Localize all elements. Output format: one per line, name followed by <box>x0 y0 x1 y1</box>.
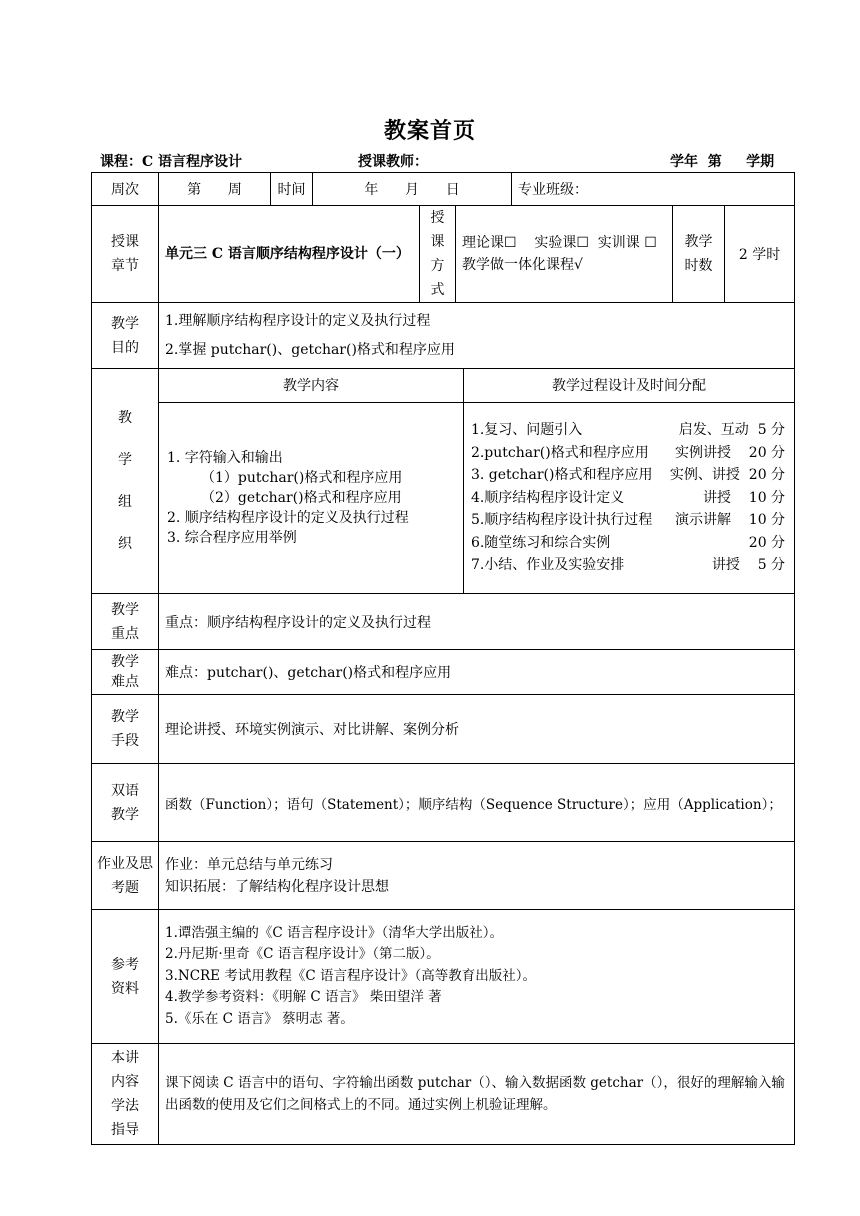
hours-label: 教学时数 <box>673 206 725 303</box>
means-row <box>92 695 795 764</box>
objective-item: 2.掌握 putchar()、getchar()格式和程序应用 <box>165 341 455 358</box>
process-item: 7.小结、作业及实验安排 讲授 5 分 <box>470 557 786 573</box>
process-item: 1.复习、问题引入 启发、互动 5 分 <box>470 422 786 438</box>
homework-label: 作业及思考题 <box>92 842 159 910</box>
content-header: 教学内容 <box>159 369 463 402</box>
process-header: 教学过程设计及时间分配 <box>463 369 794 402</box>
reference-item: 4.教学参考资料：《明解 C 语言》 柴田望洋 著 <box>165 989 442 1006</box>
process-list <box>463 402 794 593</box>
key-points-label: 教学重点 <box>92 594 159 650</box>
bilingual-value: 函数（Function）；语句（Statement）；顺序结构（Sequence Structure）；应用（Application）； <box>159 764 795 842</box>
method-label: 授课方式 <box>420 206 456 303</box>
guidance-row <box>92 1044 795 1145</box>
class-label: 专业班级： <box>512 173 795 206</box>
process-item: 4.顺序结构程序设计定义 讲授 10 分 <box>470 489 786 506</box>
page-title: 教案首页 <box>383 118 476 144</box>
chapter-row <box>92 206 795 303</box>
chapter-label: 授课章节 <box>92 206 159 303</box>
objectives-value <box>159 303 795 369</box>
organization-body <box>159 369 795 594</box>
week-row <box>92 173 795 206</box>
hours-value: 2 学时 <box>725 206 795 303</box>
org-char: 织 <box>118 536 132 552</box>
key-points-row <box>92 594 795 650</box>
content-item: （2）getchar()格式和程序应用 <box>201 489 402 506</box>
guidance-value: 课下阅读 C 语言中的语句、字符输出函数 putchar（）、输入数据函数 getchar（），很好的理解输入输出函数的使用及它们之间格式上的不同。通过实例上机验证理解。 <box>159 1044 795 1145</box>
org-char: 组 <box>118 494 132 510</box>
organization-label <box>92 369 159 594</box>
term-label: 学年 第 学期 <box>670 154 775 170</box>
method-value: 理论课☐ 实验课☐ 实训课 ☐ 教学做一体化课程√ <box>456 206 673 303</box>
references-label: 参考资料 <box>92 910 159 1044</box>
objectives-label: 教学目的 <box>92 303 159 369</box>
process-item: 3. getchar()格式和程序应用 实例、讲授 20 分 <box>470 467 786 483</box>
bilingual-row <box>92 764 795 842</box>
reference-item: 2.丹尼斯·里奇《C 语言程序设计》（第二版）。 <box>165 946 440 963</box>
process-item: 2.putchar()格式和程序应用 实例讲授 20 分 <box>470 444 786 461</box>
org-char: 教 <box>118 410 132 426</box>
organization-subtable <box>159 369 794 593</box>
objective-item: 1.理解顺序结构程序设计的定义及执行过程 <box>165 312 431 329</box>
homework-row <box>92 842 795 910</box>
reference-item: 5.《乐在 C 语言》 蔡明志 著。 <box>165 1010 354 1027</box>
reference-item: 3.NCRE 考试用教程《C 语言程序设计》（高等教育出版社）。 <box>165 967 536 984</box>
homework-value <box>159 842 795 910</box>
content-item: 3. 综合程序应用举例 <box>167 529 297 546</box>
course-label: 课程：C 语言程序设计 <box>100 154 243 170</box>
homework-item: 知识拓展：了解结构化程序设计思想 <box>165 878 389 895</box>
teacher-label: 授课教师： <box>358 154 428 170</box>
time-value: 年 月 日 <box>313 173 512 206</box>
org-char: 学 <box>118 452 132 468</box>
organization-row <box>92 369 795 594</box>
content-item: （1）putchar()格式和程序应用 <box>201 469 403 486</box>
content-item: 1. 字符输入和输出 <box>167 449 283 466</box>
chapter-value: 单元三 C 语言顺序结构程序设计（一） <box>159 206 420 303</box>
difficulties-value: 难点：putchar()、getchar()格式和程序应用 <box>159 650 795 695</box>
means-label: 教学手段 <box>92 695 159 764</box>
objectives-row <box>92 303 795 369</box>
guidance-label: 本讲 内容 学法 指导 <box>92 1044 159 1145</box>
means-value: 理论讲授、环境实例演示、对比讲解、案例分析 <box>159 695 795 764</box>
difficulties-row <box>92 650 795 695</box>
content-item: 2. 顺序结构程序设计的定义及执行过程 <box>167 509 409 526</box>
bilingual-label: 双语教学 <box>92 764 159 842</box>
references-row <box>92 910 795 1044</box>
lesson-plan-table <box>91 172 795 1145</box>
week-value: 第 周 <box>159 173 271 206</box>
time-label: 时间 <box>271 173 313 206</box>
difficulties-label: 教学难点 <box>92 650 159 695</box>
key-points-value: 重点：顺序结构程序设计的定义及执行过程 <box>159 594 795 650</box>
content-list <box>159 402 463 593</box>
references-value <box>159 910 795 1044</box>
reference-item: 1.谭浩强主编的《C 语言程序设计》（清华大学出版社）。 <box>165 924 504 941</box>
process-item: 5.顺序结构程序设计执行过程 演示讲解 10 分 <box>470 512 786 528</box>
homework-item: 作业：单元总结与单元练习 <box>165 856 333 873</box>
week-label: 周次 <box>92 173 159 206</box>
process-item: 6.随堂练习和综合实例 20 分 <box>470 534 786 551</box>
